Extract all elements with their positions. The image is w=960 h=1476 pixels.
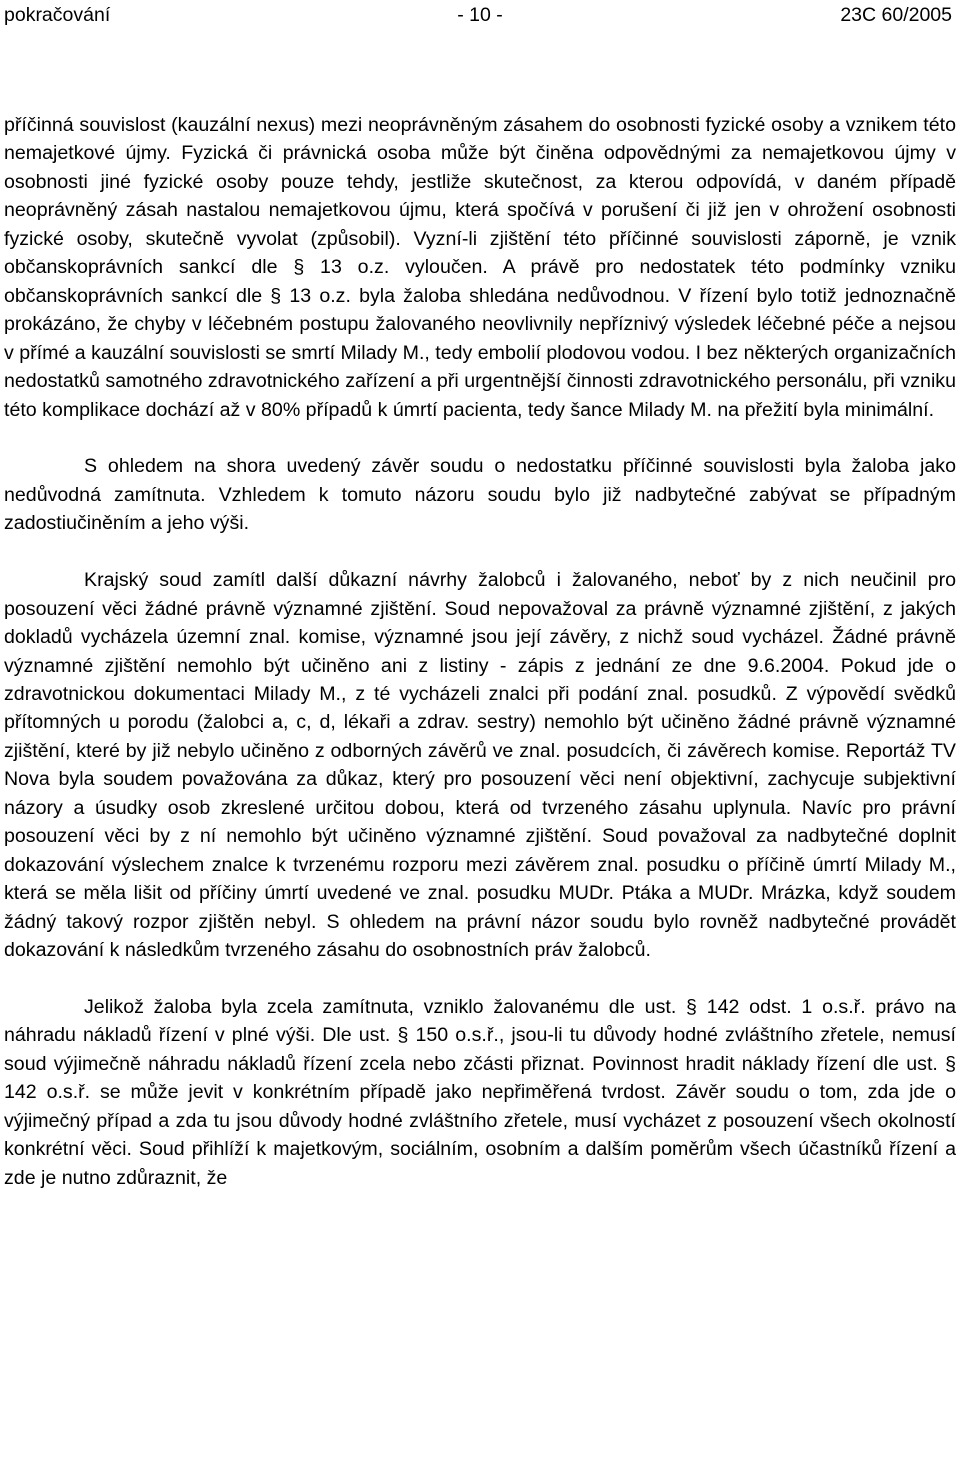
case-number: 23C 60/2005 — [840, 4, 952, 26]
page-header — [4, 0, 956, 35]
paragraph-causal-link: příčinná souvislost (kauzální nexus) mezi neoprávněným zásahem do osobnosti fyzické osoby a vznikem této nemajetkové újmy. Fyzická či právnická osoba může být činěna odpovědnými za nemajetkovou újmy v osobnosti jiné fyzické osoby pouze tehdy, jestliže skutečnost, za kterou odpovídá, v daném případě neoprávněný zásah nastalou nemajetkovou újmu, která spočívá v porušení či již jen v ohrožení osobnosti fyzické osoby, skutečně vyvolat (způsobil). Vyzní-li zjištění této příčinné souvislosti záporně, je vznik občanskoprávních sankcí dle § 13 o.z. vyloučen. A právě pro nedostatek této podmínky vzniku občanskoprávních sankcí dle § 13 o.z. byla žaloba shledána nedůvodnou. V řízení bylo totiž jednoznačně prokázáno, že chyby v léčebném postupu žalovaného neovlivnily nepříznivý výsledek léčebné péče a nejsou v přímé a kauzální souvislosti se smrtí Milady M., tedy embolií plodovou vodou. I bez některých organizačních nedostatků samotného zdravotnického zařízení a při urgentnější činnosti zdravotnického personálu, při vzniku této komplikace dochází až v 80% případů k úmrtí pacienta, tedy šance Milady M. na přežití byla minimální. — [4, 114, 956, 421]
header-continuation-label: pokračování — [4, 4, 111, 26]
paragraph-evidence-proposals: Krajský soud zamítl další důkazní návrhy žalobců i žalovaného, neboť by z nich neučinil pro posouzení věci žádné právně významné zjištění. Soud nepovažoval za právně významné zjištění, z jakých dokladů vycházela územní znal. komise, významné jsou její závěry, z nichž soud vycházel. Žádné právně významné zjištění nemohlo být učiněno ani z listiny - zápis z jednání ze dne 9.6.2004. Pokud jde o zdravotnickou dokumentaci Milady M., z té vycházeli znalci při podání znal. posudků. Z výpovědí svědků přítomných u porodu (žalobci a, c, d, lékaři a zdrav. sestry) nemohlo být učiněno žádné právně významné zjištění, které by již nebylo učiněno z odborných závěrů ve znal. posudcích, či závěrech komise. Reportáž TV Nova byla soudem považována za důkaz, který pro posouzení věci není objektivní, zachycuje subjektivní názory a úsudky osob zkreslené určitou dobou, která od tvrzeného zásahu uplynula. Navíc pro právní posouzení věci by z ní nemohlo být učiněno významné zjištění. Soud považoval za nadbytečné doplnit dokazování výslechem znalce k tvrzenému rozporu mezi závěrem znal. posudku o příčině úmrtí Milady M., která se měla lišit od příčiny úmrtí uvedené ve znal. posudku MUDr. Ptáka a MUDr. Mrázka, když soudem žádný takový rozpor zjištěn nebyl. S ohledem na právní názor soudu bylo rovněž nadbytečné provádět dokazování k následkům tvrzeného zásahu do osobnostních práv žalobců. — [4, 569, 956, 962]
page-number: - 10 - — [457, 4, 503, 26]
document-page — [4, 0, 956, 1189]
document-body — [4, 111, 956, 1192]
paragraph-costs: Jelikož žaloba byla zcela zamítnuta, vzniklo žalovanému dle ust. § 142 odst. 1 o.s.ř. právo na náhradu nákladů řízení v plné výši. Dle ust. § 150 o.s.ř., jsou-li tu důvody hodné zvláštního zřetele, nemusí soud výjimečně náhradu nákladů řízení zcela nebo zčásti přiznat. Povinnost hradit náklady řízení dle ust. § 142 o.s.ř. se může jevit v konkrétním případě jako nepřiměřená tvrdost. Závěr soudu o tom, zda jde o výjimečný případ a zda tu jsou důvody hodné zvláštního zřetele, musí vycházet z posouzení všech okolností konkrétní věci. Soud přihlíží k majetkovým, sociálním, osobním a dalším poměrům všech účastníků řízení a zde je nutno zdůraznit, že — [4, 996, 956, 1189]
paragraph-claim-dismissed: S ohledem na shora uvedený závěr soudu o nedostatku příčinné souvislosti byla žaloba jako nedůvodná zamítnuta. Vzhledem k tomuto názoru soudu bylo již nadbytečné zabývat se případným zadostiučiněním a jeho výši. — [4, 455, 956, 535]
